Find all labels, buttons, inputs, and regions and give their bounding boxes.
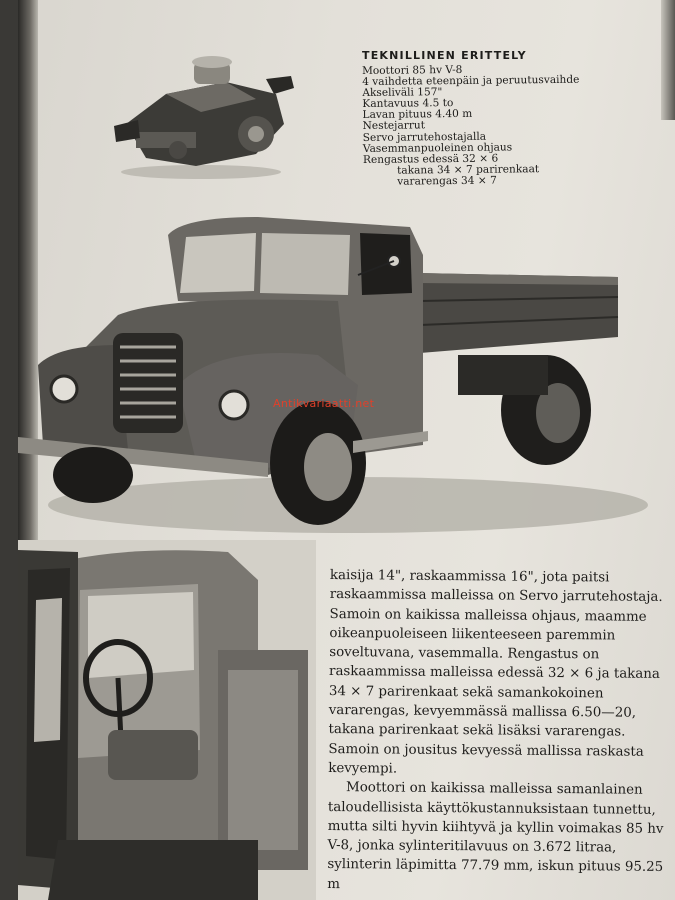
truck-photo [18, 205, 658, 540]
article-paragraph: kaisija 14", raskaammissa 16", jota paitsi raskaammissa malleissa on Servo jarrutehostaja. Samoin on kaikissa malleissa ohjaus, maamme oikeanpuoleiseen liikenteeseen paremmin soveltuvana, vasemmalla. Rengastus on raskaammissa malleissa edessä 32 × 6 ja takana 34 × 7 parirenkaat sekä samankokoinen vararengas, kevyemmässä mallissa 6.50—20, takana parirenkaat sekä lisäksi vararengas. Samoin on jousitus kevyessä mallissa raskasta kevyempi. [328, 567, 663, 777]
article-body [327, 566, 675, 897]
page-edge [661, 0, 675, 120]
cab-interior-photo [18, 540, 316, 900]
engine-photo [106, 54, 296, 182]
spec-line: takana 34 × 7 parirenkaat [397, 162, 540, 177]
spec-line: Servo jarrutehostajalla [362, 130, 487, 144]
watermark: Antikvariaatti.net [273, 397, 375, 410]
spec-line: Rengastus edessä 32 × 6 [362, 152, 499, 166]
article-paragraph: Moottori on kaikissa malleissa samanlainen taloudellisista käyttökustannuksistaan tunnettu, mutta silti hyvin kiihtyvä ja kyllin voimakas 85 hv V-8, jonka sylinteritilavuus on 3.672 litraa, sylinterin läpimitta 77.79 mm, iskun pituus 95.25 m [327, 780, 664, 892]
magazine-page [18, 0, 675, 900]
spec-line: Nestejarrut [362, 119, 426, 133]
spec-line: Vasemmanpuoleinen ohjaus [362, 141, 513, 155]
spec-heading: TEKNILLINEN ERITTELY [362, 49, 527, 62]
spec-line: Akseliväli 157" [362, 86, 443, 100]
spec-line: Lavan pituus 4.40 m [362, 108, 473, 122]
spec-line: Moottori 85 hv V-8 [361, 63, 463, 77]
spec-line: vararengas 34 × 7 [397, 174, 497, 188]
spec-line: 4 vaihdetta eteenpäin ja peruutusvaihde [362, 73, 580, 89]
spec-list [362, 64, 581, 188]
spec-line: Kantavuus 4.5 to [362, 97, 454, 111]
